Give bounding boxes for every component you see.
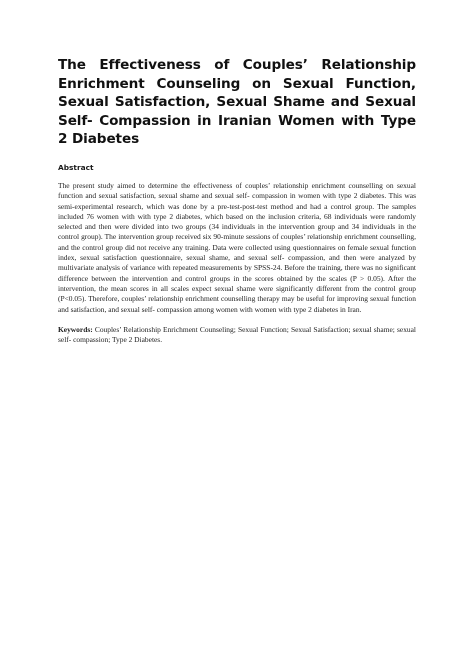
keywords (58, 325, 416, 346)
abstract-heading: Abstract (58, 162, 94, 172)
paper-title: The Effectiveness of Couples’ Relationship Enrichment Counseling on Sexual Function, Sexual Satisfaction, Sexual Shame and Sexual Self- Compassion in Iranian Women with Type 2 Diabetes (58, 57, 416, 148)
abstract-body: The present study aimed to determine the effectiveness of couples’ relationship enrichment counselling on sexual function and sexual satisfaction, sexual shame and sexual self- compassion in women with type 2 diabetes. This was semi-experimental research, which was done by a pre-test-post-test method and had a control group. The samples included 76 women with with type 2 diabetes, which based on the inclusion criteria, 68 individuals were randomly selected and then were divided into two groups (34 individuals in the intervention group and 34 individuals in the control group). The intervention group received six 90-minute sessions of couples’ relationship enrichment counselling, and the control group did not receive any training. Data were collected using questionnaires on female sexual function index, sexual satisfaction questionnaire, sexual shame, and sexual self- compassion, and then were analyzed by multivariate analysis of variance with repeated measurements by SPSS-24. Before the training, there was no significant difference between the intervention and control groups in the scores obtained by the scales (P > 0.05). After the intervention, the mean scores in all scales expect sexual shame were significantly different from the control group (P<0.05). Therefore, couples’ relationship enrichment counselling therapy may be useful for improving sexual function and satisfaction, and sexual self- compassion among women with women with type 2 diabetes in Iran. (58, 180, 416, 314)
keywords-list: Couples’ Relationship Enrichment Counseling; Sexual Function; Sexual Satisfaction; sexual shame; sexual self- compassion; Type 2 Diabetes. (58, 324, 416, 345)
keywords-label: Keywords: (58, 324, 93, 334)
